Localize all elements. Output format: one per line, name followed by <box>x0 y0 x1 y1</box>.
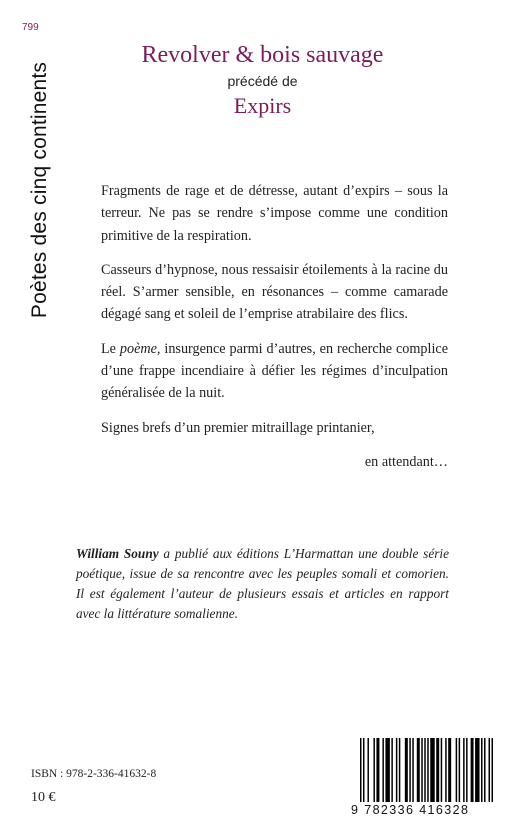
blurb-p3-start: Le <box>101 340 120 357</box>
barcode-bar <box>459 738 460 802</box>
barcode-bar <box>427 738 428 802</box>
barcode-digits: 9 782336 416328 <box>351 803 470 817</box>
barcode-image <box>360 738 493 802</box>
series-number: 799 <box>22 22 39 33</box>
barcode-bar <box>430 738 434 802</box>
blurb-p3-end: , insurgence parmi d’autres, en recherche complice d’une frappe incendiaire à défier les régimes d’inculpation généralisée de la nuit. <box>101 340 449 402</box>
barcode-bar <box>489 738 490 802</box>
barcode-bar <box>436 738 439 802</box>
author-note <box>76 544 449 624</box>
barcode-bar <box>417 738 420 802</box>
barcode-bar <box>405 738 408 802</box>
blurb-paragraph-3 <box>101 338 448 405</box>
price-text: 10 € <box>31 790 56 805</box>
barcode-bar <box>456 738 457 802</box>
barcode-bar <box>492 738 493 802</box>
barcode-bar <box>363 738 364 802</box>
book-subtitle: Expirs <box>233 93 292 118</box>
blurb-paragraph-1: Fragments de rage et de détresse, autant d’expirs – sous la terreur. Ne pas se rendre s’impose comme une condition primitive de la respiration. <box>101 183 448 244</box>
barcode-bar <box>481 738 482 802</box>
barcode-bar <box>445 738 446 802</box>
barcode-bar <box>441 738 442 802</box>
blurb-p3-emphasis: poème <box>119 340 157 357</box>
barcode-bar <box>412 738 413 802</box>
book-title: Revolver & bois sauvage <box>141 42 384 68</box>
barcode-bar <box>360 738 361 802</box>
series-name: Poètes des cinq continents <box>28 61 51 319</box>
barcode-bar <box>484 738 485 802</box>
blurb-paragraph-4: Signes brefs d’un premier mitraillage printanier, <box>101 419 375 436</box>
barcode-bar <box>471 738 474 802</box>
isbn-text: ISBN : 978-2-336-41632-8 <box>31 768 157 780</box>
barcode-bar <box>373 738 374 802</box>
barcode-bar <box>463 738 464 802</box>
author-bio: a publié aux éditions L’Harmattan une double série poétique, issue de sa rencontre avec les peuples somali et comorien. Il est également l’auteur de plusieurs essais et articles en rapport avec la littérature somalienne. <box>76 546 449 621</box>
barcode-bar <box>396 738 397 802</box>
barcode-bar <box>376 738 379 802</box>
author-name: William Souny <box>76 546 159 561</box>
barcode-bar <box>367 738 368 802</box>
back-cover-blurb <box>101 180 448 473</box>
blurb-closing: en attendant… <box>364 453 448 470</box>
barcode-bar <box>466 738 467 802</box>
barcode-bar <box>399 738 400 802</box>
barcode-bar <box>475 738 479 802</box>
barcode-bar <box>385 738 389 802</box>
barcode-bar <box>382 738 383 802</box>
barcode-bar <box>391 738 392 802</box>
barcode-bar <box>409 738 410 802</box>
barcode-bar <box>421 738 422 802</box>
title-connector: précédé de <box>227 73 298 89</box>
barcode-bar <box>424 738 425 802</box>
blurb-paragraph-2: Casseurs d’hypnose, nous ressaisir étoilements à la racine du réel. S’armer sensible, en résonances – comme camarade dégagé sang et soleil de l’emprise atrabilaire des flics. <box>101 261 448 323</box>
barcode-bar <box>448 738 451 802</box>
